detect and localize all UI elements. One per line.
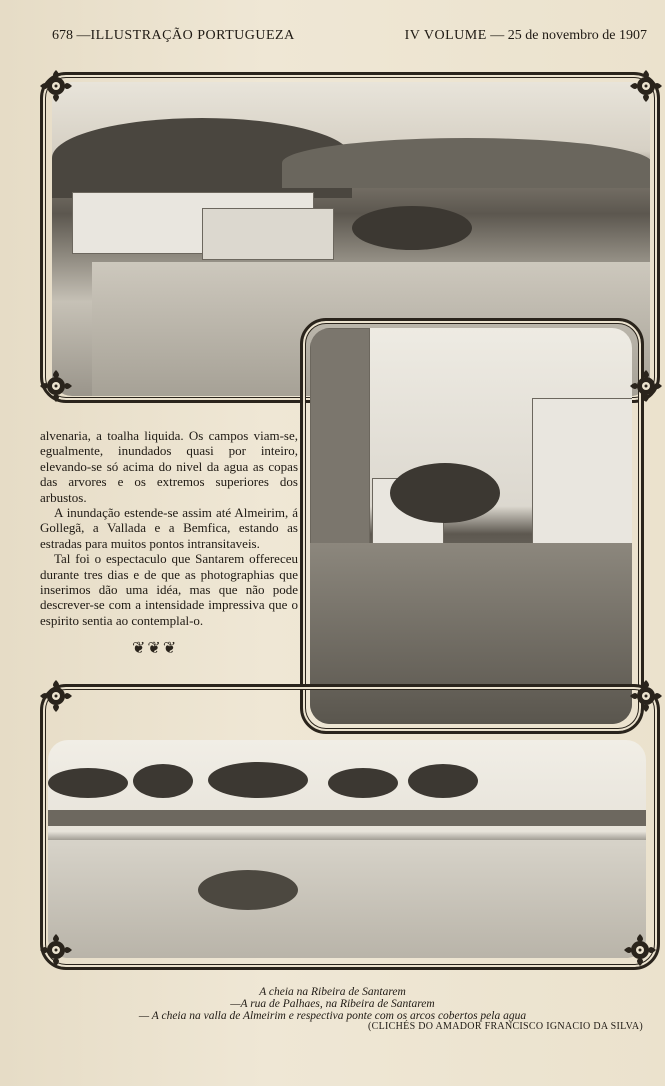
bridge: [48, 810, 646, 826]
flower-ornament-icon: [36, 366, 76, 406]
flower-ornament-icon: [620, 930, 660, 970]
flower-ornament-icon: [36, 930, 76, 970]
page-number: 678: [52, 28, 73, 43]
caption-line-1: A cheia na Ribeira de Santarem: [259, 986, 406, 998]
photo-credit: (CLICHÉS DO AMADOR FRANCISCO IGNACIO DA SILVA): [368, 1021, 643, 1032]
caption-line-3: — A cheia na valla de Almeirim e respectiva ponte com os arcos cobertos pela agua: [138, 1010, 527, 1022]
flower-ornament-icon: [626, 366, 665, 406]
paragraph: Tal foi o espectaculo que Santarem offereceu durante tres dias e de que as photographias que inserimos dão uma idéa, mas que não pode descrever-se com a intensidade impressiva que o espirito sentia ao contemplal-o.: [40, 551, 298, 628]
volume-label: IV VOLUME: [404, 28, 487, 43]
flower-ornament-icon: [626, 66, 665, 106]
publication-title: ILLUSTRAÇÃO PORTUGUEZA: [90, 28, 295, 43]
flower-ornament-icon: [36, 676, 76, 716]
caption-line-2: —A rua de Palhaes, na Ribeira de Santarem: [230, 998, 435, 1010]
page-header: 678 —ILLUSTRAÇÃO PORTUGUEZA IV VOLUME — 25 de novembro de 1907: [52, 28, 647, 43]
issue-date: 25 de novembro de 1907: [507, 28, 647, 43]
flower-ornament-icon: [36, 66, 76, 106]
fleuron-icon: ❦❦❦: [132, 640, 179, 657]
photo-valla-de-almeirim: [48, 740, 646, 958]
article-text: [40, 428, 298, 628]
photo-rua-de-palhaes: [310, 328, 632, 724]
paragraph: alvenaria, a toalha liquida. Os campos viam-se, egualmente, inundados quasi por inteiro, elevando-se só acima do nivel da agua as copas das arvores e os extremos superiores dos arbustos.: [40, 428, 298, 505]
paragraph: A inundação estende-se assim até Almeirim, á Gollegã, a Vallada e a Bemfica, estando as estradas para muitos pontos intransitaveis.: [40, 505, 298, 551]
flower-ornament-icon: [626, 676, 665, 716]
